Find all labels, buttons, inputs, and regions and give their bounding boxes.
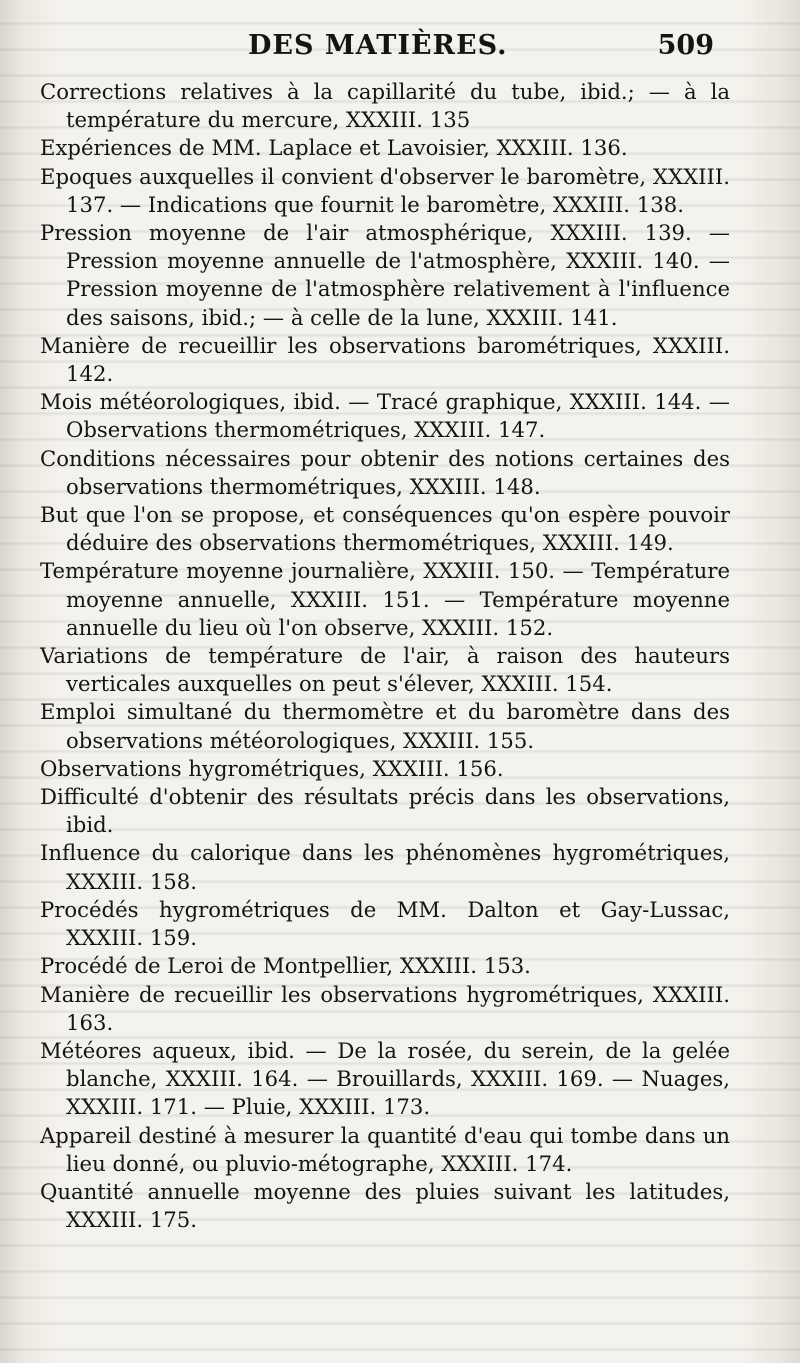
index-entry: Conditions nécessaires pour obtenir des notions certaines des observations thermométriques, XXXIII. 148.: [40, 445, 730, 499]
index-entry: Manière de recueillir les observations hygrométriques, XXXIII. 163.: [40, 981, 730, 1035]
index-entry: Manière de recueillir les observations barométriques, XXXIII. 142.: [40, 332, 730, 387]
index-entry: Procédé de Leroi de Montpellier, XXXIII. 153.: [40, 953, 531, 979]
index-entry: Observations hygrométriques, XXXIII. 156.: [40, 755, 504, 781]
index-entry: Corrections relatives à la capillarité du tube, ibid.; — à la température du mercure, XXXIII. 135: [40, 79, 730, 133]
index-entry: Météores aqueux, ibid. — De la rosée, du serein, de la gelée blanche, XXXIII. 164. — Brouillards, XXXIII. 169. — Nuages, XXXIII. 171. — Pluie, XXXIII. 173.: [40, 1037, 730, 1120]
index-entry: Emploi simultané du thermomètre et du baromètre dans des observations météorologiques, XXXIII. 155.: [40, 699, 730, 753]
index-entry: Procédés hygrométriques de MM. Dalton et Gay-Lussac, XXXIII. 159.: [40, 896, 730, 951]
index-entry: Difficulté d'obtenir des résultats précis dans les observations, ibid.: [40, 784, 730, 838]
index-entry: Température moyenne journalière, XXXIII. 150. — Température moyenne annuelle, XXXIII. 151. — Température moyenne annuelle du lieu où l'on observe, XXXIII. 152.: [40, 558, 730, 640]
index-entry: Mois météorologiques, ibid. — Tracé graphique, XXXIII. 144. — Observations thermométriques, XXXIII. 147.: [40, 389, 730, 443]
index-entry: Epoques auxquelles il convient d'observer le baromètre, XXXIII. 137. — Indications que fournit le baromètre, XXXIII. 138.: [40, 163, 730, 217]
page-number: 509: [657, 30, 714, 61]
index-entry: Influence du calorique dans les phénomènes hygrométriques, XXXIII. 158.: [40, 840, 730, 894]
index-entry: Quantité annuelle moyenne des pluies suivant les latitudes, XXXIII. 175.: [40, 1178, 730, 1233]
index-entry-list: [40, 78, 730, 1234]
index-entry: Pression moyenne de l'air atmosphérique, XXXIII. 139. — Pression moyenne annuelle de l'atmosphère, XXXIII. 140. — Pression moyenne de l'atmosphère relativement à l'influence des saisons, ibid.; — à celle de la lune, XXXIII. 141.: [40, 220, 730, 330]
index-entry: But que l'on se propose, et conséquences qu'on espère pouvoir déduire des observations thermométriques, XXXIII. 149.: [40, 502, 730, 556]
index-entry: Variations de température de l'air, à raison des hauteurs verticales auxquelles on peut s'élever, XXXIII. 154.: [40, 643, 730, 697]
index-entry: Expériences de MM. Laplace et Lavoisier, XXXIII. 136.: [40, 135, 628, 161]
page-header: [0, 30, 800, 70]
index-entry: Appareil destiné à mesurer la quantité d'eau qui tombe dans un lieu donné, ou pluvio-métographe, XXXIII. 174.: [40, 1122, 730, 1176]
running-head: DES MATIÈRES.: [248, 30, 508, 61]
